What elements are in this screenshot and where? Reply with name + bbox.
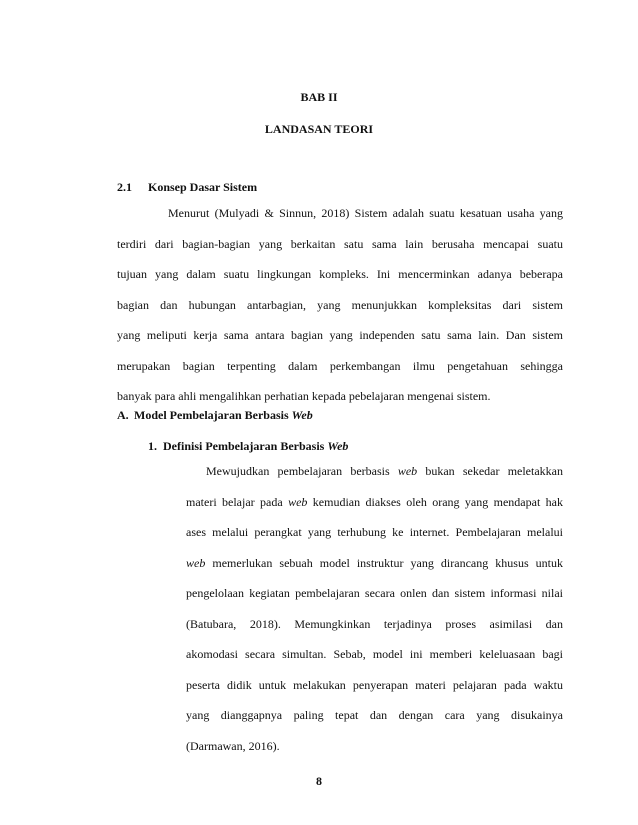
subsection-a-title-italic: Web [291, 408, 313, 422]
paragraph-line [206, 456, 563, 487]
paragraph-line [186, 731, 563, 762]
line-text: ases melalui perangkat yang terhubung ke internet. Pembelajaran melalui [186, 525, 563, 539]
paragraph-line: tujuan yang dalam suatu lingkungan kompleks. Ini mencerminkan adanya beberapa [117, 267, 563, 281]
paragraph-line [186, 548, 563, 579]
paragraph-line: bagian dan hubungan antarbagian, yang menunjukkan kompleksitas dari sistem [117, 297, 563, 312]
subsection-1-label: 1. [148, 439, 157, 453]
line-text: kemudian diakses oleh orang yang mendapat hak [307, 494, 563, 509]
paragraph-line [186, 639, 563, 670]
page-number: 8 [316, 774, 322, 788]
paragraph-line [186, 578, 563, 609]
line-text: memerlukan sebuah model instruktur yang dirancang khusus untuk [205, 555, 563, 570]
line-text: peserta didik untuk melakukan penyerapan materi pelajaran pada waktu [186, 677, 563, 692]
paragraph-line [186, 670, 563, 701]
line-italic-term: web [288, 494, 308, 509]
line-text: akomodasi secara simultan. Sebab, model ini memberi keleluasaan bagi [186, 647, 563, 661]
paragraph-line: merupakan bagian terpenting dalam perkembangan ilmu pengetahuan sehingga [117, 358, 563, 373]
paragraph-line: terdiri dari bagian-bagian yang berkaitan satu sama lain berusaha mencapai suatu [117, 236, 563, 251]
line-text: materi belajar pada [186, 494, 289, 509]
paragraph-line [186, 609, 563, 640]
paragraph-line [186, 517, 563, 548]
line-text: (Batubara, 2018). Memungkinkan terjadinya proses asimilasi dan [186, 616, 563, 631]
line-italic-term: web [186, 555, 206, 570]
chapter-number: BAB II [300, 90, 338, 104]
subsection-a-label: A. [117, 408, 129, 422]
subsection-1-paragraph [186, 456, 563, 761]
paragraph-line: yang meliputi kerja sama antara bagian yang independen satu sama lain. Dan sistem [117, 328, 563, 342]
subsection-a-title-text: Model Pembelajaran Berbasis [134, 408, 289, 422]
line-text: (Darmawan, 2016). [186, 738, 280, 753]
paragraph-line: Menurut (Mulyadi & Sinnun, 2018) Sistem adalah suatu kesatuan usaha yang [168, 206, 563, 220]
chapter-title: LANDASAN TEORI [264, 122, 374, 136]
paragraph-line [186, 487, 563, 518]
line-text: bukan sekedar meletakkan [417, 464, 563, 478]
subsection-1-title [163, 439, 348, 454]
section-paragraph [117, 198, 563, 412]
line-text: yang dianggapnya paling tepat dan dengan cara yang disukainya [186, 708, 563, 722]
paragraph-line: banyak para ahli mengalihkan perhatian kepada pebelajaran mengenai sistem. [117, 389, 491, 403]
section-number: 2.1 [117, 180, 132, 194]
line-italic-term: web [397, 464, 418, 478]
line-text: Mewujudkan pembelajaran berbasis [206, 464, 398, 478]
line-text: pengelolaan kegiatan pembelajaran secara onlen dan sistem informasi nilai [186, 586, 563, 600]
paragraph-line [186, 700, 563, 731]
subsection-1-title-italic: Web [327, 439, 349, 453]
subsection-1-title-text: Definisi Pembelajaran Berbasis [163, 439, 325, 453]
subsection-a-title [134, 408, 313, 423]
section-title: Konsep Dasar Sistem [148, 180, 258, 194]
